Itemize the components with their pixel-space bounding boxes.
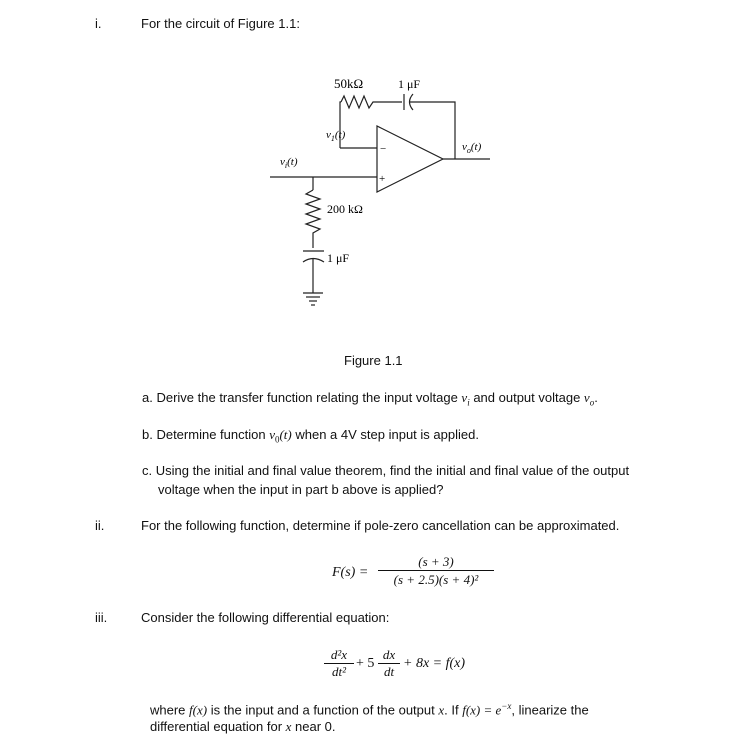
first-derivative-term: dx dt [378, 647, 400, 680]
op-amp-plus: + [379, 173, 386, 185]
feedback-wire-right [409, 102, 455, 159]
part-c-line2: voltage when the input in part b above is applied? [158, 482, 444, 497]
v1-label: $v_1(t)$ [326, 129, 346, 143]
tf-numerator: (s + 3) [418, 554, 454, 569]
question-ii-text: For the following function, determine if pole-zero cancellation can be approximated. [141, 518, 620, 533]
question-number-iii: iii. [95, 610, 108, 625]
feedback-wire-left [340, 102, 341, 112]
question-number-ii: ii. [95, 518, 105, 533]
vi-label: $v_i(t)$ [280, 156, 298, 170]
eq-plus-five: + 5 [356, 656, 375, 671]
resistor-50k-label: 50kΩ [334, 76, 364, 91]
tf-denominator: (s + 2.5)(s + 4)² [393, 572, 479, 587]
circuit-diagram [0, 0, 741, 345]
resistor-50k [341, 96, 402, 108]
question-number-i: i. [95, 16, 102, 31]
figure-caption: Figure 1.1 [344, 353, 403, 368]
where-line1: where f(x) is the input and a function of the output x. If $f(x) = e^{-x}$, linearize the [150, 701, 589, 718]
op-amp-minus: − [380, 143, 387, 155]
where-line2: differential equation for x near 0. [150, 719, 336, 734]
eq-rest: + 8x = f(x) [403, 656, 466, 671]
transfer-function-lhs: F(s) = [332, 565, 369, 580]
second-derivative-term: d²x dt² [324, 647, 354, 680]
op-amp [377, 126, 443, 192]
capacitor-shunt-label: 1 μF [327, 251, 350, 265]
vo-label: $v_o(t)$ [462, 141, 482, 155]
part-b: b. Determine function $v_0(t)$ when a 4V step input is applied. [142, 427, 479, 445]
part-c-line1: c. Using the initial and final value theorem, find the initial and final value of the output [142, 463, 630, 478]
resistor-200k [306, 190, 320, 248]
resistor-200k-label: 200 kΩ [327, 202, 363, 216]
question-iii-text: Consider the following differential equation: [141, 610, 390, 625]
capacitor-1uF-label: 1 μF [398, 77, 421, 91]
part-a: a. Derive the transfer function relating the input voltage $v_i$ and output voltage $v_o$. [142, 390, 598, 408]
transfer-function-fraction [378, 553, 494, 588]
question-i-intro: For the circuit of Figure 1.1: [141, 16, 300, 31]
